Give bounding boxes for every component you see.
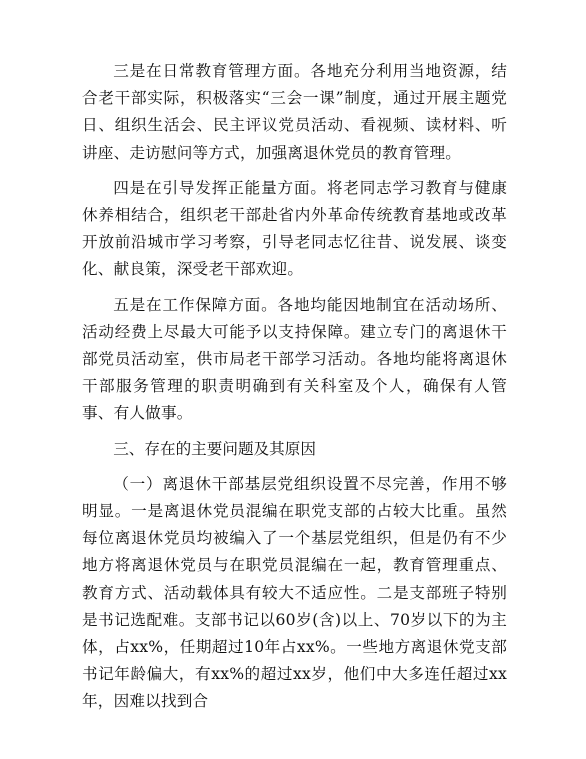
paragraph-work-guarantee: 五是在工作保障方面。各地均能因地制宜在活动场所、活动经费上尽最大可能予以支持保障。建立专门的离退休干部党员活动室，供市局老干部学习活动。各地均能将离退休干部服务管理的职责明确到有关科室及个人，确保有人管事、有人做事。 bbox=[82, 295, 507, 423]
document-body bbox=[82, 58, 507, 724]
section-heading: 三、存在的主要问题及其原因 bbox=[113, 439, 316, 458]
paragraph-daily-education: 三是在日常教育管理方面。各地充分利用当地资源，结合老干部实际，积极落实“三会一课”制度，通过开展主题党日、组织生活会、民主评议党员活动、看视频、读材料、听讲座、走访慰问等方式，加强离退休党员的教育管理。 bbox=[82, 62, 507, 162]
paragraph-party-organization-issue: （一）离退休干部基层党组织设置不尽完善，作用不够明显。一是离退休党员混编在职党支部的占较大比重。虽然每位离退休党员均被编入了一个基层党组织，但是仍有不少地方将离退休党员与在职党员混编在一起，教育管理重点、教育方式、活动载体具有较大不适应性。二是支部班子特别是书记选配难。支部书记以60岁(含)以上、70岁以下的为主体，占xx%，任期超过10年占xx%。一些地方离退休党支部书记年龄偏大，有xx%的超过xx岁，他们中大多连任超过xx年，因难以找到合 bbox=[82, 474, 507, 711]
paragraph-positive-energy: 四是在引导发挥正能量方面。将老同志学习教育与健康休养相结合，组织老干部赴省内外革命传统教育基地或改革开放前沿城市学习考察，引导老同志忆往昔、说发展、谈变化、献良策，深受老干部欢迎。 bbox=[82, 178, 507, 279]
